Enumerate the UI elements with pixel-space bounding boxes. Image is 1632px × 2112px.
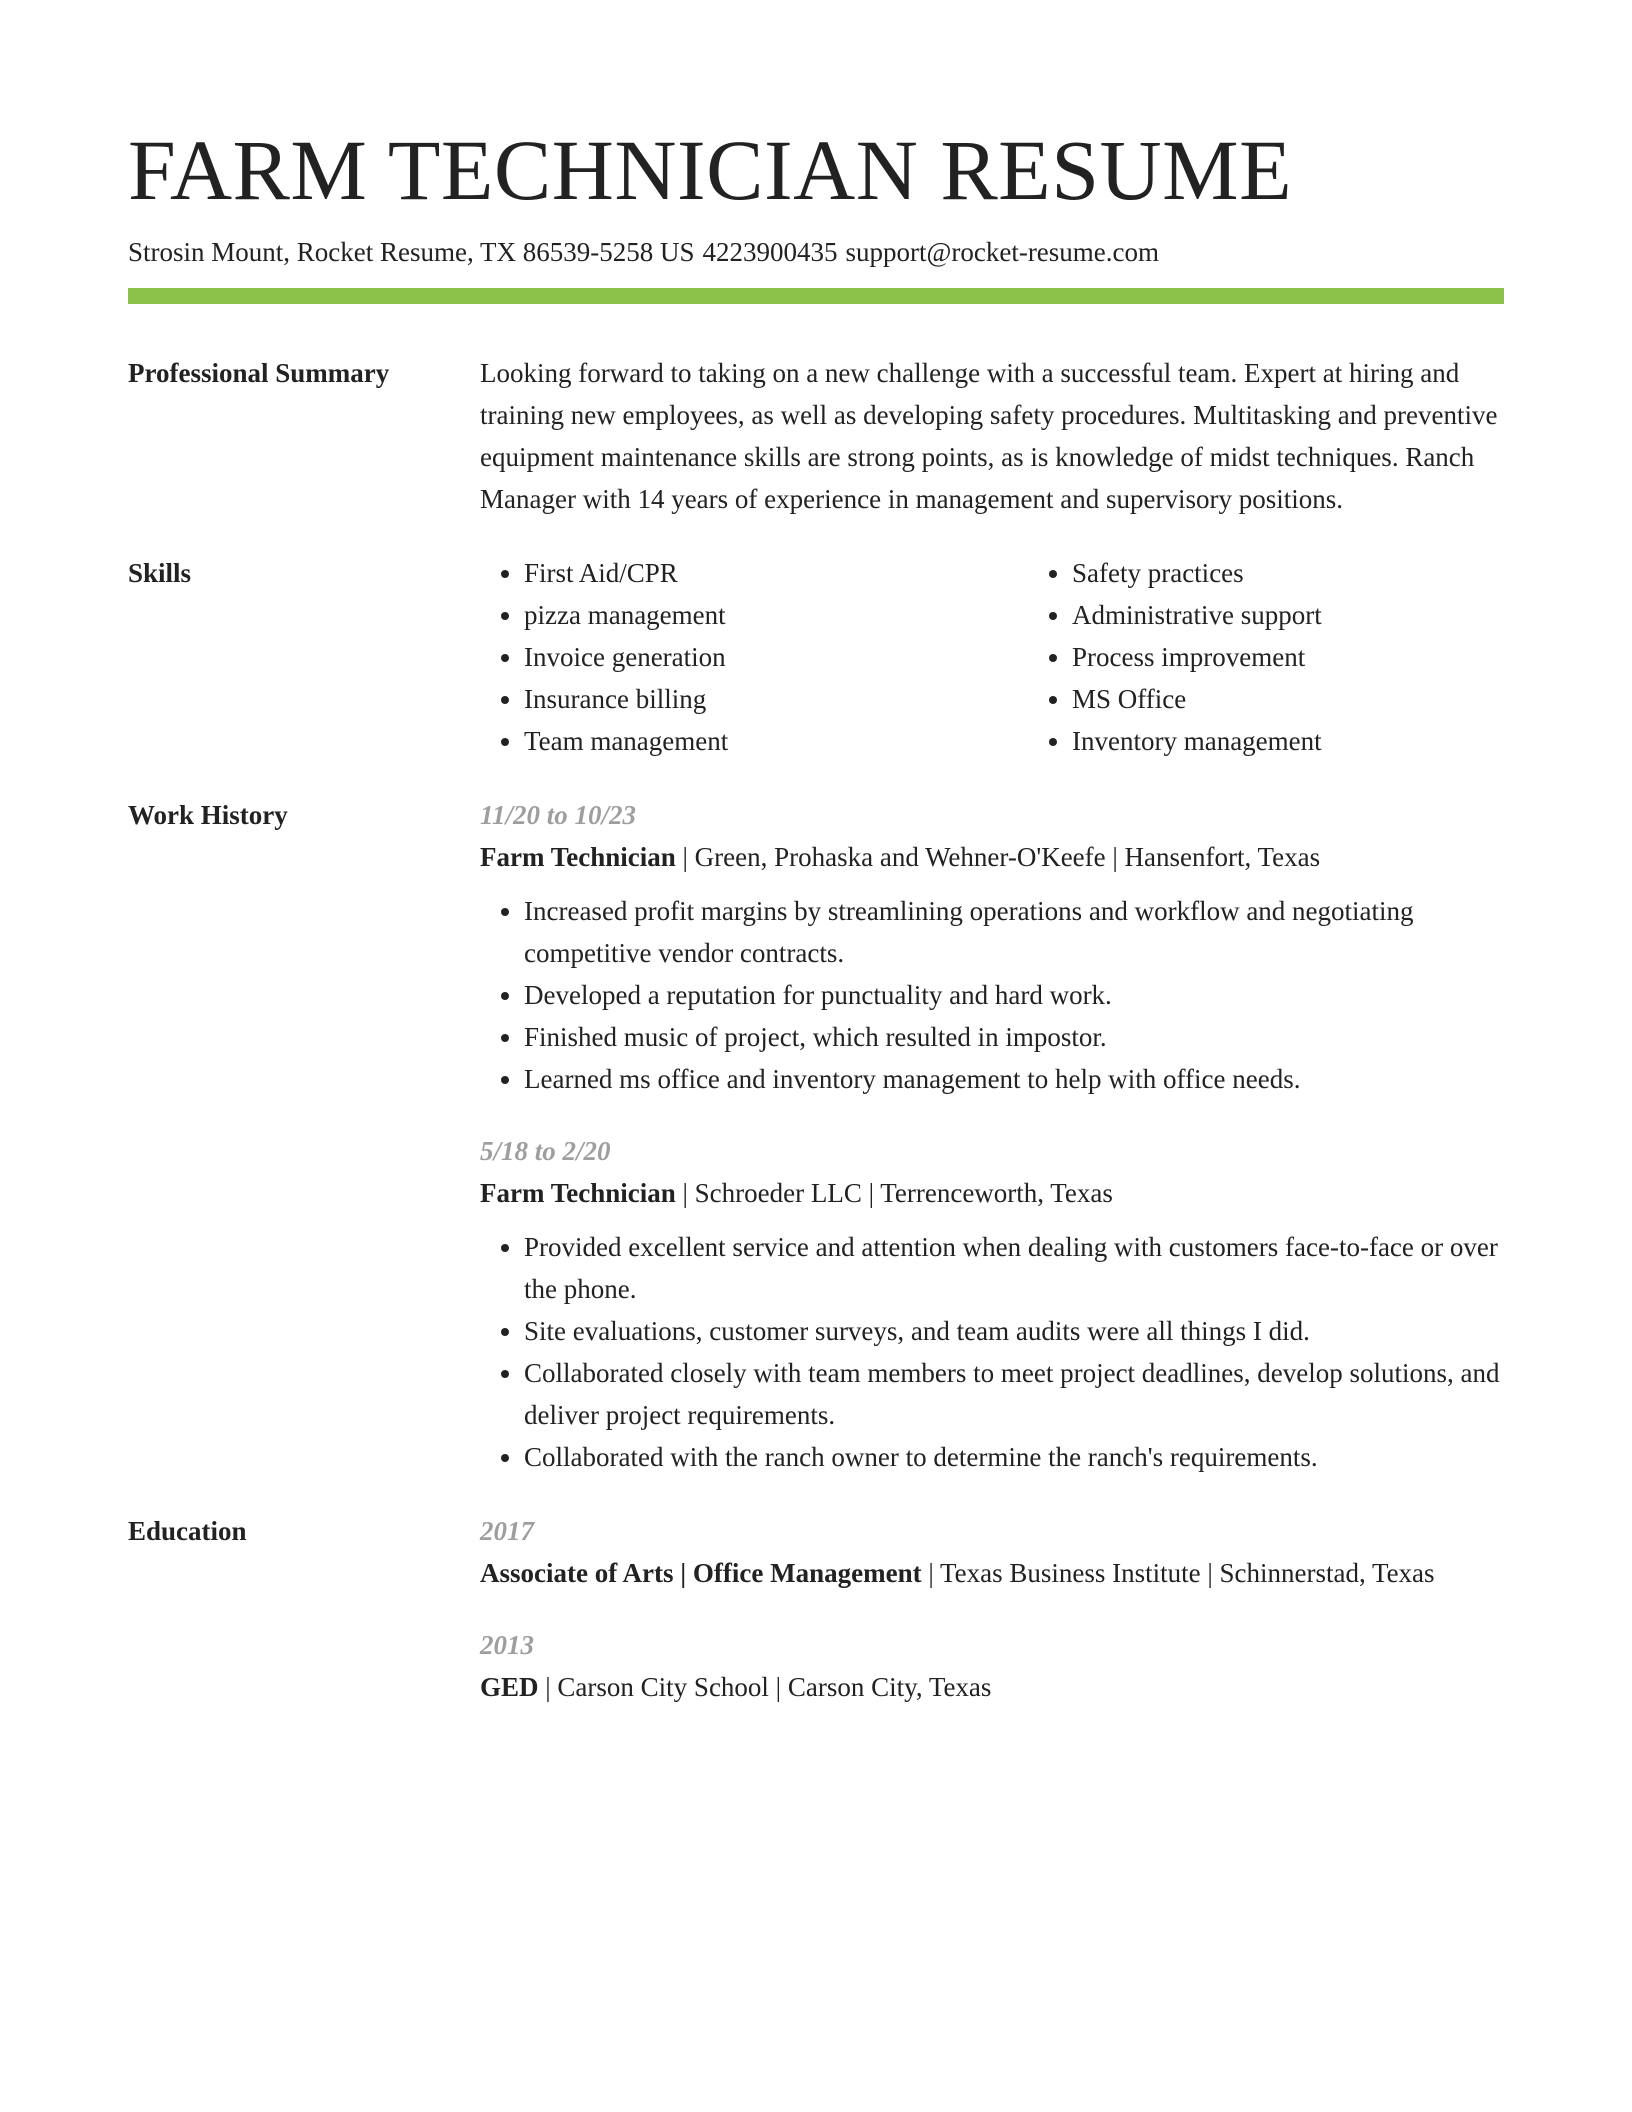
job-duty: • Finished music of project, which resulted in impostor. (524, 1016, 1504, 1058)
job-entry (480, 1130, 1504, 1478)
skills-column-right (1028, 552, 1576, 762)
header-divider (128, 288, 1504, 304)
job-duty: • Developed a reputation for punctuality and hard work. (524, 974, 1504, 1016)
skill-item: • pizza management (524, 594, 1028, 636)
education-heading-line (480, 1552, 1504, 1594)
resume-title: FARM TECHNICIAN RESUME (128, 122, 1293, 218)
job-employer: | Schroeder LLC | Terrenceworth, Texas (675, 1178, 1113, 1208)
skill-item: • Administrative support (1072, 594, 1576, 636)
education-school: | Texas Business Institute | Schinnerstad, Texas (921, 1558, 1435, 1588)
skill-item: • Invoice generation (524, 636, 1028, 678)
work-history-section (128, 794, 1504, 1478)
job-duty: • Collaborated with the ranch owner to determine the ranch's requirements. (524, 1436, 1504, 1478)
skill-item: • Safety practices (1072, 552, 1576, 594)
job-title: Farm Technician (480, 1178, 676, 1208)
skill-item: • Insurance billing (524, 678, 1028, 720)
job-dates: 5/18 to 2/20 (480, 1136, 611, 1166)
education-section (128, 1510, 1504, 1708)
education-school: | Carson City School | Carson City, Texas (538, 1672, 992, 1702)
skill-item: • Inventory management (1072, 720, 1576, 762)
summary-heading: Professional Summary (128, 358, 390, 388)
job-duty: • Collaborated closely with team members to meet project deadlines, develop solutions, and deliver project requirements. (524, 1352, 1504, 1436)
job-title: Farm Technician (480, 842, 676, 872)
skills-heading: Skills (128, 558, 192, 588)
job-duty: • Learned ms office and inventory management to help with office needs. (524, 1058, 1504, 1100)
education-heading-line (480, 1666, 1504, 1708)
skill-item: • Team management (524, 720, 1028, 762)
job-duty: • Provided excellent service and attention when dealing with customers face-to-face or over the phone. (524, 1226, 1504, 1310)
summary-text: Looking forward to taking on a new challenge with a successful team. Expert at hiring and training new employees, as well as developing safety procedures. Multitasking and preventive equipment maintenance skills are strong points, as is knowledge of midst techniques. Ranch Manager with 14 years of experience in management and supervisory positions. (480, 358, 1498, 514)
work-history-list (480, 794, 1504, 1478)
job-heading (480, 1172, 1504, 1214)
job-employer: | Green, Prohaska and Wehner-O'Keefe | Hansenfort, Texas (675, 842, 1321, 872)
skill-item: • Process improvement (1072, 636, 1576, 678)
job-duties (480, 890, 1504, 1100)
job-heading (480, 836, 1504, 878)
education-year: 2017 (480, 1516, 534, 1546)
resume-page (128, 118, 1504, 1708)
summary-section (128, 352, 1504, 520)
job-duty: • Site evaluations, customer surveys, and team audits were all things I did. (524, 1310, 1504, 1352)
skills-section (128, 552, 1504, 762)
contact-phone: 4223900435 (702, 237, 838, 267)
contact-address: Strosin Mount, Rocket Resume, TX 86539-5258 US (128, 237, 695, 267)
job-dates: 11/20 to 10/23 (480, 800, 637, 830)
skill-item: • MS Office (1072, 678, 1576, 720)
skill-item: • First Aid/CPR (524, 552, 1028, 594)
education-degree: Associate of Arts | Office Management (480, 1558, 922, 1588)
job-entry (480, 794, 1504, 1100)
education-list (480, 1510, 1504, 1708)
education-year: 2013 (480, 1630, 534, 1660)
job-duties (480, 1226, 1504, 1478)
education-degree: GED (480, 1672, 539, 1702)
education-entry (480, 1624, 1504, 1708)
contact-line (128, 234, 1504, 270)
education-entry (480, 1510, 1504, 1594)
education-heading: Education (128, 1516, 247, 1546)
skills-column-left (480, 552, 1028, 762)
job-duty: • Increased profit margins by streamlining operations and workflow and negotiating competitive vendor contracts. (524, 890, 1504, 974)
work-history-heading: Work History (128, 800, 288, 830)
skills-list (480, 552, 1576, 762)
contact-email: support@rocket-resume.com (845, 237, 1160, 267)
